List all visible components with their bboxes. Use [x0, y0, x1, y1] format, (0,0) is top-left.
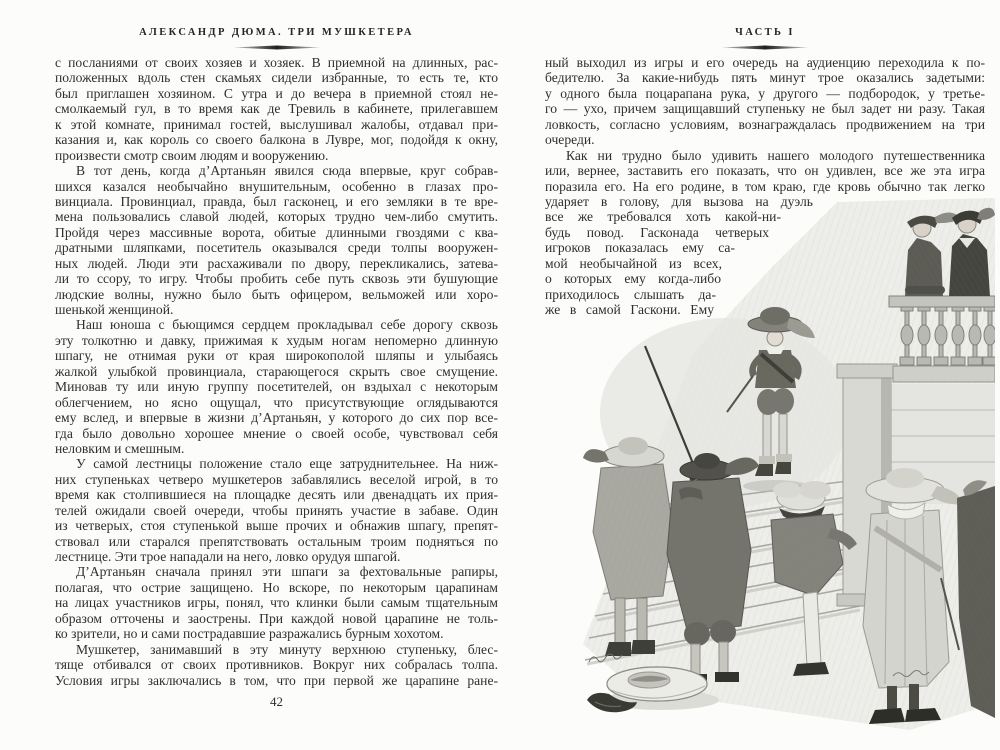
- paragraph: [55, 317, 498, 456]
- text-line: шихся казался необычайно внушительным, особенно в глазах про-: [55, 178, 498, 194]
- text-line: неловким и смешным.: [55, 440, 185, 456]
- text-line: ный выходил из игры и его очередь на аудиенцию переходила к по-: [545, 55, 985, 70]
- paragraph: [545, 55, 985, 148]
- text-line: или, вернее, заставить его показать, что он удивлен, все же эта игра: [545, 163, 985, 179]
- text-line: них ступеньках четверо мушкетеров забавлялись веселой игрой, в то: [55, 471, 498, 487]
- text-line: о которых ему когда-либо: [545, 271, 721, 287]
- running-header-right: ЧАСТЬ I: [735, 27, 795, 38]
- paragraph: [55, 55, 498, 163]
- text-line: из четверых, стоя ступенькой выше прочих и обнажив шпагу, препят-: [55, 518, 498, 534]
- text-line: произвести смотр своим людям и вооружению.: [55, 147, 329, 163]
- text-line: к этой комнате, принимал гостей, выслушивал жалобы, отдавал при-: [55, 116, 498, 132]
- text-line: Как ни трудно было удивить нашего молодого путешественника: [566, 147, 985, 163]
- text-line: Д’Артаньян сначала принял эти шпаги за фехтовальные рапиры,: [76, 564, 498, 580]
- paragraph: [55, 564, 498, 641]
- text-line: жалкой улыбкой провинциала, старающегося скрыть свое смущение.: [55, 363, 498, 379]
- text-line: лестнице. Эти трое нападали на него, ловко орудуя шпагой.: [55, 549, 401, 564]
- text-line: Пройдя через массивные ворота, обитые длинными гвоздями с ква-: [55, 224, 498, 240]
- text-line: ко зрители, но и сами пострадавшие разражались бурным хохотом.: [55, 626, 444, 642]
- text-line: тяще отбивался от своих противников. Вокруг них собралась толпа.: [55, 657, 498, 673]
- page-number: 42: [270, 694, 283, 709]
- text-line: полагая, что острие защищено. Но вскоре, по некоторым царапинам: [55, 579, 498, 595]
- text-line: ударяет в голову, для вызова на дуэль: [545, 193, 813, 209]
- text-line: В тот день, когда д’Артаньян явился сюда впервые, круг собрав-: [76, 163, 498, 179]
- text-line: смолкаемый гул, в то время как де Тревиль в кабинете, прилегавшем: [55, 101, 498, 117]
- text-line: гда было довольно хорошее мнение о своей особе, чувствовал себя: [55, 425, 498, 441]
- text-line: был приглашен хозяином. С утра и до вечера в приемной стоял не-: [55, 85, 498, 101]
- left-page: [55, 0, 498, 750]
- text-line: облегчением, но ясно ощущал, что присутствующие оглядываются: [55, 394, 498, 410]
- paragraph: [55, 642, 498, 688]
- text-line: шенькой женщиной.: [55, 302, 174, 317]
- text-line: Мушкетер, занимавший в эту минуту верхнюю ступеньку, блес-: [76, 641, 498, 657]
- text-line: ствовал или старался препятствовать остальным троим подняться по: [55, 533, 498, 549]
- text-line: на лицах участников игры, понял, что клинки были самым тщательным: [55, 595, 498, 611]
- paragraph: [55, 456, 498, 564]
- text-line: У самой лестницы положение стало еще затруднительнее. На ниж-: [76, 456, 498, 472]
- text-line: го — ухо, причем защищавший ступеньку не был задет ни разу. Такая: [545, 101, 985, 117]
- balcony: [889, 296, 995, 382]
- text-line: с посланиями от своих хозяев и хозяек. В приемной на длинных, рас-: [55, 55, 498, 70]
- text-line: ли то ссору, то игру. Чтобы пробить себе путь сквозь эти бушующие: [55, 271, 498, 287]
- text-line: телей ожидали своей очереди, чтобы принять участие в забаве. Один: [55, 502, 498, 518]
- text-line: ных людей. Люди эти расхаживали по двору, перекликались, затева-: [55, 255, 498, 271]
- text-line: будь повод. Гасконада четверых: [545, 224, 769, 240]
- text-line: Условия игры заключались в том, что при первой же царапине ране-: [55, 672, 498, 688]
- text-line: очереди.: [545, 132, 595, 148]
- text-line: винциала. Провинциал, правда, был гасконец, и его земляки в те вре-: [55, 193, 498, 209]
- text-line: мой необычайной из всех,: [545, 255, 722, 271]
- header-rule: [233, 45, 321, 50]
- text-line: Миновав ту или иную группу посетителей, он вздыхал с некоторым: [55, 379, 498, 395]
- running-header-left: АЛЕКСАНДР ДЮМА. ТРИ МУШКЕТЕРА: [139, 27, 414, 38]
- text-line: ловкость, согласно условиям, вознаграждалась продвижением на три: [545, 116, 985, 132]
- text-line: казания и, как король со своего балкона в Лувре, мог, подойдя к окну,: [55, 132, 498, 148]
- text-line: шпагу, не отнимая руки от края широкополой шляпы и улыбаясь: [55, 348, 498, 364]
- text-line: время как столпившиеся на площадке десять или двенадцать их прия-: [55, 487, 498, 503]
- text-line: бедителю. За какие-нибудь пять минут трое оказались задетыми:: [545, 70, 985, 86]
- right-page: [545, 0, 985, 750]
- text-line: поразила его. На его родине, в том краю, где кровь обычно так легко: [545, 178, 985, 194]
- text-line: положенных вдоль стен скамьях сидели избранные, то есть те, кто: [55, 70, 498, 86]
- text-line: Наш юноша с бьющимся сердцем прокладывал себе дорогу сквозь: [76, 317, 498, 333]
- header-rule: [721, 45, 809, 50]
- text-line: все же требовался хоть какой-ни-: [545, 209, 781, 225]
- text-line: дратными шляпками, посетитель оказывался среди толпы вооружен-: [55, 240, 498, 256]
- text-line: людские волны, нужно было быть офицером, вельможей или хоро-: [55, 286, 498, 302]
- text-line: ему вслед, и впервые в жизни д’Артаньян, у которого до сих пор все-: [55, 410, 498, 426]
- left-text-column: [55, 55, 498, 688]
- text-line: у одного была поцарапана рука, у другого — подбородок, у третье-: [545, 85, 985, 101]
- text-line: эту толкотню и давку, прижимая к худым ногам непомерно длинную: [55, 332, 498, 348]
- text-line: приходилось слышать да-: [545, 286, 716, 302]
- text-line: же в самой Гаскони. Ему: [545, 302, 714, 317]
- text-line: игроков показалась ему са-: [545, 240, 735, 256]
- text-line: образом отточены и заострены. При каждой новой царапине не толь-: [55, 610, 498, 626]
- illustration: [575, 198, 995, 738]
- text-line: мена пользовались славой людей, которых трудно чем-либо смутить.: [55, 209, 498, 225]
- paragraph: [55, 163, 498, 317]
